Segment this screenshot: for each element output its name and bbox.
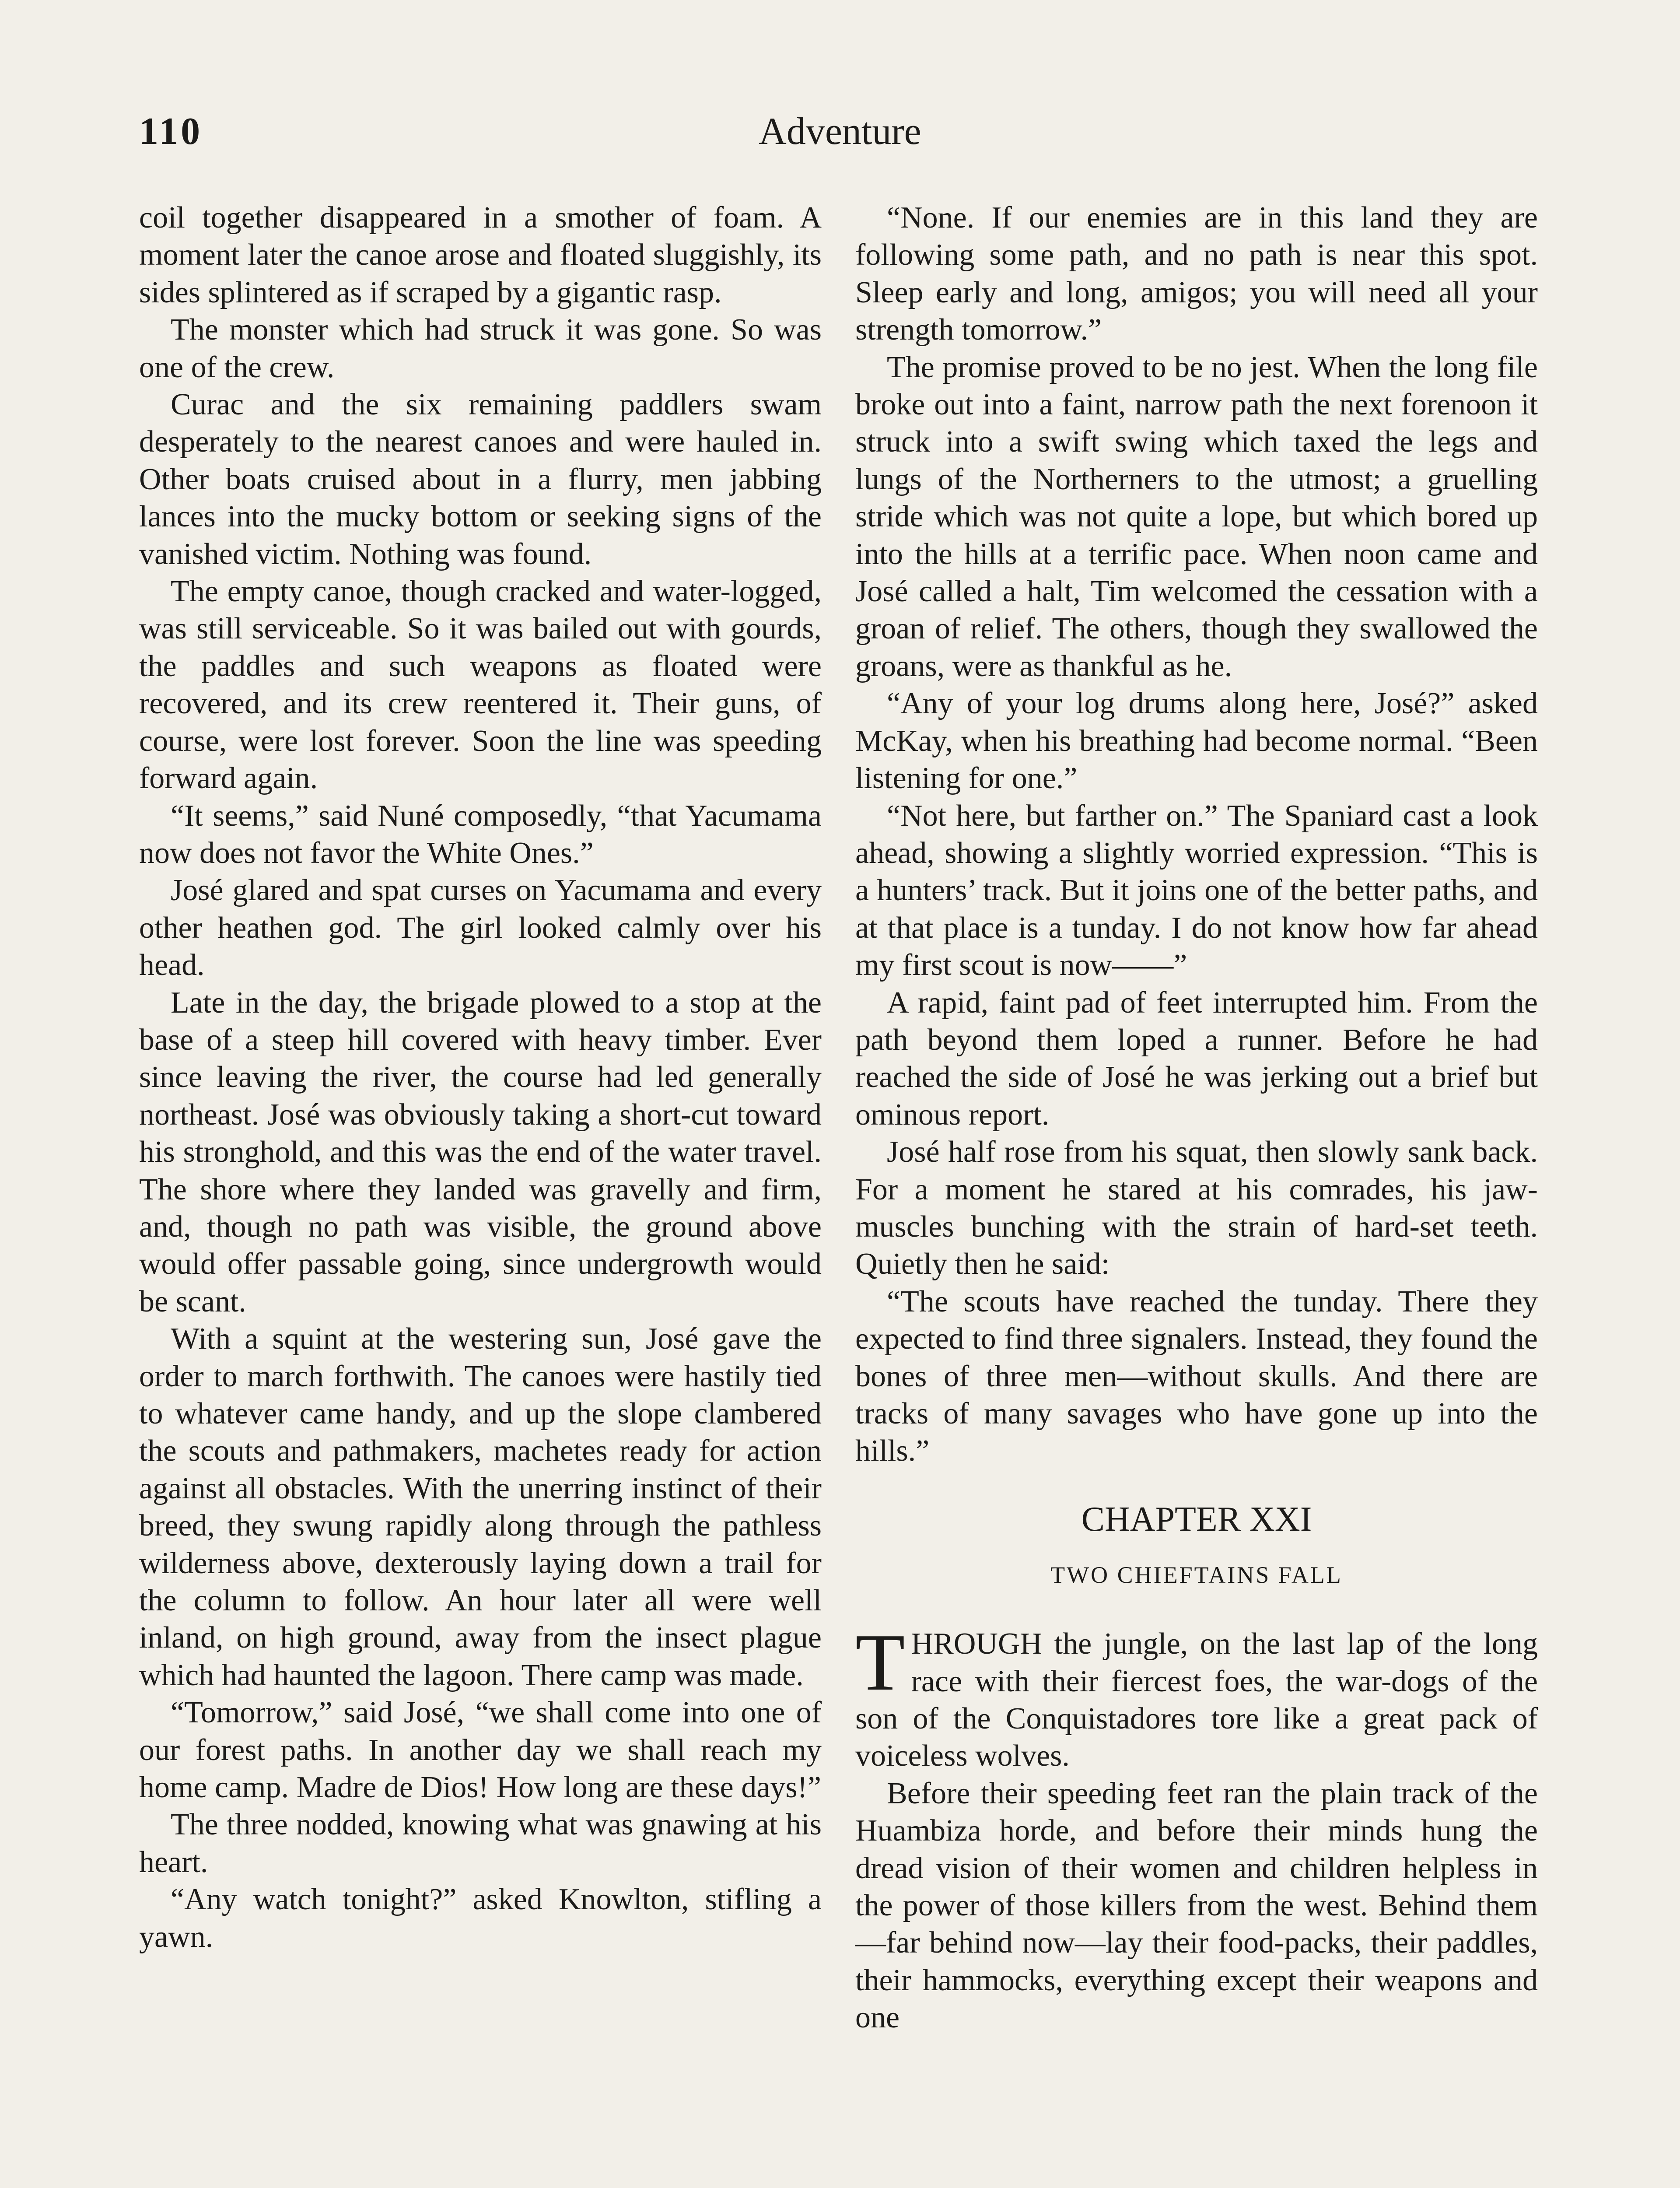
paragraph: With a squint at the westering sun, José gave the order to march forthwith. The canoes were hastily tied to whatever came handy, and up the slope clambered the scouts and pathmakers, machetes ready for action against all obstacles. With the unerring instinct of their breed, they swung rapidly along through the pathless wilderness above, dexterously laying down a trail for the column to follow. An hour later all were well inland, on high ground, away from the insect plague which had haunted the lagoon. There camp was made. xyxy=(139,1322,822,1692)
paragraph: “It seems,” said Nuné composedly, “that Yacumama now does not favor the White Ones.” xyxy=(139,799,822,870)
left-column xyxy=(139,199,822,1956)
paragraph: The monster which had struck it was gone. So was one of the crew. xyxy=(139,313,822,384)
right-column xyxy=(855,199,1538,2037)
page-header xyxy=(139,109,1541,162)
chapter-subtitle: TWO CHIEFTAINS FALL xyxy=(1050,1561,1343,1588)
paragraph: José half rose from his squat, then slowly sank back. For a moment he stared at his comrades, his jaw-muscles bunching with the strain of hard-set teeth. Quietly then he said: xyxy=(855,1135,1538,1281)
paragraph: “The scouts have reached the tunday. There they expected to find three signalers. Instead, they found the bones of three men—without skulls. And there are tracks of many savages who have gone up into the hills.” xyxy=(855,1284,1538,1468)
paragraph: “Tomorrow,” said José, “we shall come into one of our forest paths. In another day we shall reach my home camp. Madre de Dios! How long are these days!” xyxy=(139,1696,822,1805)
paragraph: “None. If our enemies are in this land they are following some path, and no path is near this spot. Sleep early and long, amigos; you will need all your strength tomorrow.” xyxy=(855,201,1538,347)
paragraph: Before their speeding feet ran the plain track of the Huambiza horde, and before their minds hung the dread vision of their women and children helpless in the power of those killers from the west. Behind them—far behind now—lay their food-packs, their paddles, their hammocks, everything except their weapons and one xyxy=(855,1776,1538,2035)
drop-cap: T xyxy=(855,1617,905,1708)
paragraph: Curac and the six remaining paddlers swam desperately to the nearest canoes and were hauled in. Other boats cruised about in a flurry, men jabbing lances into the mucky bottom or seeking signs of the vanished victim. Nothing was found. xyxy=(139,388,822,571)
chapter-opening-paragraph xyxy=(855,1617,1538,1775)
paragraph: “Not here, but farther on.” The Spaniard cast a look ahead, showing a slightly worried expression. “This is a hunters’ track. But it joins one of the better paths, and at that place is a tunday. I do not know how far ahead my first scout is now——” xyxy=(855,799,1538,982)
opening-text: HROUGH the jungle, on the last lap of the long race with their fiercest foes, the war-dogs of the son of the Conquistadores tore like a great pack of voiceless wolves. xyxy=(855,1627,1538,1773)
page-number: 110 xyxy=(139,110,203,153)
paragraph: Late in the day, the brigade plowed to a stop at the base of a steep hill covered with heavy timber. Ever since leaving the river, the course had led generally northeast. José was obviously taking a short-cut toward his stronghold, and this was the end of the water travel. The shore where they landed was gravelly and firm, and, though no path was visible, the ground above would offer passable going, since undergrowth would be scant. xyxy=(139,985,822,1318)
paragraph: A rapid, faint pad of feet interrupted him. From the path beyond them loped a runner. Before he had reached the side of José he was jerking out a brief but ominous report. xyxy=(855,985,1538,1132)
paragraph: José glared and spat curses on Yacumama and every other heathen god. The girl looked calmly over his head. xyxy=(139,873,822,982)
paragraph: “Any of your log drums along here, José?” asked McKay, when his breathing had become normal. “Been listening for one.” xyxy=(855,687,1538,796)
chapter-title: CHAPTER XXI xyxy=(1081,1500,1312,1539)
magazine-title: Adventure xyxy=(759,110,921,153)
paragraph: coil together disappeared in a smother of foam. A moment later the canoe arose and floated sluggishly, its sides splintered as if scraped by a gigantic rasp. xyxy=(139,201,822,309)
paragraph: “Any watch tonight?” asked Knowlton, stifling a yawn. xyxy=(139,1883,822,1954)
paragraph: The empty canoe, though cracked and water-logged, was still serviceable. So it was bailed out with gourds, the paddles and such weapons as floated were recovered, and its crew reentered it. Their guns, of course, were lost forever. Soon the line was speeding forward again. xyxy=(139,575,822,796)
paragraph: The promise proved to be no jest. When the long file broke out into a faint, narrow path the next forenoon it struck into a swift swing which taxed the legs and lungs of the Northerners to the utmost; a gruelling stride which was not quite a lope, but which bored up into the hills at a terrific pace. When noon came and José called a halt, Tim welcomed the cessation with a groan of relief. The others, though they swallowed the groans, were as thankful as he. xyxy=(855,350,1538,683)
paragraph: The three nodded, knowing what was gnawing at his heart. xyxy=(139,1808,822,1879)
